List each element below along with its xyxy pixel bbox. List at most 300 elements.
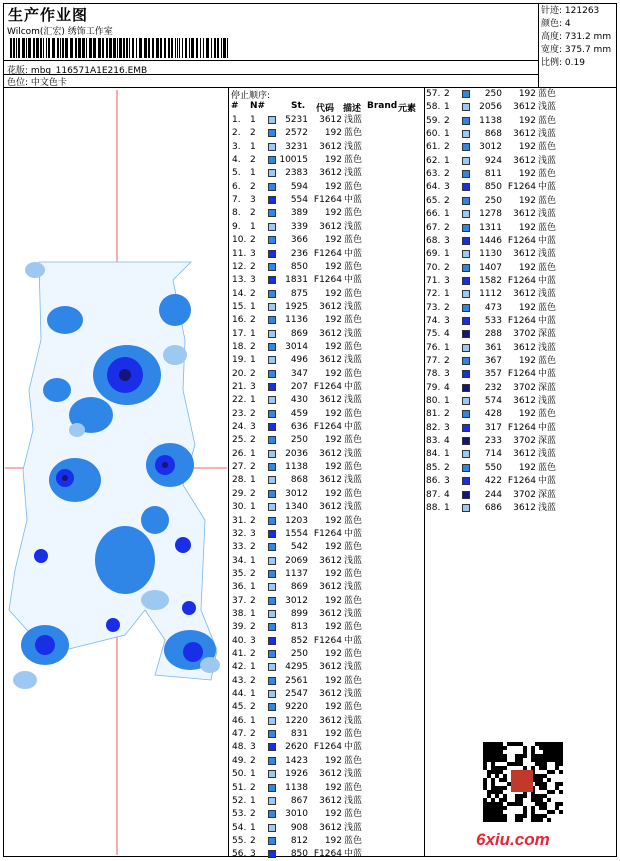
thread-swatch <box>268 330 276 338</box>
stop-code: F1264 <box>507 315 536 326</box>
qr-module <box>539 762 543 766</box>
stop-index: 29. <box>232 488 247 499</box>
stop-row <box>426 302 616 315</box>
barcode-bar <box>119 38 122 58</box>
stop-stitches: 868 <box>290 475 308 486</box>
barcode-bar <box>123 38 125 58</box>
stop-desc: 浅蓝 <box>538 249 557 260</box>
stop-stitches: 389 <box>290 208 308 219</box>
stop-needle: 1 <box>444 396 450 407</box>
barcode-bar <box>171 38 173 58</box>
stop-desc: 中蓝 <box>538 275 557 286</box>
stop-row <box>426 248 616 261</box>
stop-desc: 浅蓝 <box>344 168 363 179</box>
qr-module <box>531 794 535 798</box>
stop-row <box>426 448 616 461</box>
stop-stitches: 542 <box>290 542 308 553</box>
qr-module <box>547 810 551 814</box>
stop-row <box>232 167 422 180</box>
thread-swatch <box>268 250 276 258</box>
qr-module <box>483 754 487 758</box>
thread-swatch <box>462 504 470 512</box>
thread-swatch <box>268 370 276 378</box>
qr-module <box>535 818 539 822</box>
qr-module <box>507 742 511 746</box>
qr-module <box>559 810 563 814</box>
scale-label: 比例: <box>541 58 563 68</box>
qr-module <box>547 798 551 802</box>
stop-index: 48. <box>232 742 247 753</box>
stop-needle: 2 <box>444 302 450 313</box>
thread-swatch <box>268 597 276 605</box>
thread-swatch <box>268 463 276 471</box>
stop-needle: 2 <box>250 155 256 166</box>
stop-index: 67. <box>426 222 441 233</box>
stop-index: 5. <box>232 168 241 179</box>
stop-code: 3612 <box>513 102 536 113</box>
qr-module <box>507 782 511 786</box>
barcode-bar <box>57 38 59 58</box>
stop-row <box>426 422 616 435</box>
thread-swatch <box>462 157 470 165</box>
stop-code: 192 <box>324 208 342 219</box>
qr-module <box>543 814 547 818</box>
qr-module <box>499 802 503 806</box>
thread-swatch <box>268 703 276 711</box>
stop-index: 13. <box>232 275 247 286</box>
stop-desc: 中蓝 <box>538 182 557 193</box>
qr-module <box>483 806 487 810</box>
qr-module <box>555 758 559 762</box>
qr-module <box>491 786 495 790</box>
qr-module <box>491 754 495 758</box>
stop-stitches: 3010 <box>285 809 308 820</box>
barcode-bar <box>22 38 25 58</box>
stop-row <box>232 341 422 354</box>
stop-code: 192 <box>518 222 536 233</box>
stop-code: 192 <box>518 89 536 99</box>
barcode-bar <box>60 38 61 58</box>
stop-row <box>232 555 422 568</box>
stop-row <box>232 515 422 528</box>
qr-module <box>551 742 555 746</box>
stop-desc: 蓝色 <box>344 368 363 379</box>
stop-code: F1264 <box>507 369 536 380</box>
qr-module <box>539 798 543 802</box>
barcode-bar <box>144 38 147 58</box>
qr-module <box>523 746 527 750</box>
barcode-bar <box>89 38 92 58</box>
stop-needle: 3 <box>444 235 450 246</box>
stop-row <box>426 502 616 515</box>
colorway-line <box>7 75 67 88</box>
thread-swatch <box>268 396 276 404</box>
thread-swatch <box>268 490 276 498</box>
stop-needle: 2 <box>250 568 256 579</box>
stop-code: 192 <box>324 702 342 713</box>
thread-swatch <box>462 290 470 298</box>
stop-row <box>426 342 616 355</box>
stop-row <box>232 234 422 247</box>
stop-code: 3612 <box>319 795 342 806</box>
width-label: 宽度: <box>541 45 563 55</box>
stop-desc: 浅蓝 <box>344 822 363 833</box>
qr-module <box>487 814 491 818</box>
qr-module <box>539 746 543 750</box>
stop-needle: 2 <box>250 729 256 740</box>
stop-needle: 1 <box>250 822 256 833</box>
stop-code: 3612 <box>319 555 342 566</box>
stop-row <box>426 489 616 502</box>
barcode-bar <box>18 38 20 58</box>
stop-index: 79. <box>426 382 441 393</box>
thread-swatch <box>462 130 470 138</box>
stop-code: 192 <box>324 782 342 793</box>
stop-needle: 1 <box>444 449 450 460</box>
qr-module <box>519 798 523 802</box>
stop-stitches: 2069 <box>285 555 308 566</box>
stop-stitches: 867 <box>290 795 308 806</box>
qr-module <box>555 766 559 770</box>
qr-module <box>503 774 507 778</box>
thread-swatch <box>268 116 276 124</box>
qr-module <box>531 750 535 754</box>
stop-index: 6. <box>232 181 241 192</box>
stop-stitches: 207 <box>290 382 308 392</box>
stop-index: 44. <box>232 689 247 700</box>
barcode-bar <box>117 38 118 58</box>
qr-module <box>491 790 495 794</box>
stop-desc: 蓝色 <box>344 755 363 766</box>
table-divider <box>424 87 425 857</box>
colors-value: 4 <box>564 19 571 29</box>
height-label: 高度: <box>541 32 563 42</box>
qr-module <box>487 746 491 750</box>
stop-row <box>232 474 422 487</box>
stop-needle: 4 <box>444 489 450 500</box>
stop-desc: 浅蓝 <box>344 689 363 700</box>
barcode-bar <box>223 38 226 58</box>
stop-needle: 1 <box>250 448 256 459</box>
stop-index: 8. <box>232 208 241 219</box>
barcode-bar <box>109 38 112 58</box>
stop-desc: 中蓝 <box>344 849 363 860</box>
stop-desc: 蓝色 <box>344 128 363 139</box>
stop-code: 192 <box>324 595 342 606</box>
stop-index: 36. <box>232 582 247 593</box>
barcode-bar <box>206 38 209 58</box>
stop-needle: 3 <box>444 476 450 487</box>
qr-module <box>543 742 547 746</box>
stitches-value: 121263 <box>564 6 600 16</box>
stop-code: 192 <box>324 368 342 379</box>
stop-index: 56. <box>232 849 247 860</box>
stop-index: 51. <box>232 782 247 793</box>
stop-row <box>232 421 422 434</box>
qr-module <box>495 770 499 774</box>
stop-desc: 蓝色 <box>344 488 363 499</box>
qr-module <box>483 750 487 754</box>
stop-index: 15. <box>232 301 247 312</box>
qr-module <box>531 798 535 802</box>
stop-code: F1264 <box>313 422 342 433</box>
thread-swatch <box>268 129 276 137</box>
stop-code: 3612 <box>319 502 342 513</box>
stop-stitches: 831 <box>290 729 308 740</box>
stop-code: 3612 <box>319 301 342 312</box>
qr-module <box>539 742 543 746</box>
stop-code: 3612 <box>319 689 342 700</box>
thread-swatch <box>268 663 276 671</box>
colorway-label: 色位: <box>7 78 29 88</box>
stop-needle: 2 <box>250 515 256 526</box>
barcode-bar <box>217 38 219 58</box>
stop-row <box>426 435 616 448</box>
stop-needle: 2 <box>250 341 256 352</box>
qr-module <box>515 754 519 758</box>
qr-module <box>483 762 487 766</box>
stop-code: F1264 <box>313 635 342 646</box>
stop-desc: 中蓝 <box>538 476 557 487</box>
qr-module <box>539 754 543 758</box>
thread-swatch <box>462 357 470 365</box>
qr-module <box>495 754 499 758</box>
thread-swatch <box>462 370 470 378</box>
thread-swatch <box>462 197 470 205</box>
stop-index: 66. <box>426 209 441 220</box>
qr-module <box>495 806 499 810</box>
stop-desc: 浅蓝 <box>344 355 363 366</box>
qr-module <box>483 786 487 790</box>
stop-needle: 3 <box>250 248 256 259</box>
stop-desc: 中蓝 <box>344 422 363 433</box>
stop-desc: 浅蓝 <box>538 129 557 140</box>
stop-row <box>426 195 616 208</box>
thread-swatch <box>268 436 276 444</box>
barcode-bar <box>148 38 150 58</box>
stop-code: 192 <box>518 169 536 180</box>
qr-module <box>487 810 491 814</box>
stop-stitches: 459 <box>290 408 308 419</box>
stop-row <box>232 328 422 341</box>
stop-index: 50. <box>232 769 247 780</box>
stop-desc: 蓝色 <box>538 169 557 180</box>
thread-swatch <box>268 263 276 271</box>
barcode-bar <box>33 38 35 58</box>
stop-row <box>426 222 616 235</box>
stop-code: 192 <box>324 128 342 139</box>
stop-row <box>232 528 422 541</box>
stop-needle: 3 <box>250 528 256 539</box>
qr-module <box>519 818 523 822</box>
stop-desc: 浅蓝 <box>344 502 363 513</box>
thread-swatch <box>268 223 276 231</box>
stop-code: 3612 <box>319 582 342 593</box>
stop-code: 192 <box>324 488 342 499</box>
stop-index: 39. <box>232 622 247 633</box>
stop-row <box>232 768 422 781</box>
qr-module <box>543 782 547 786</box>
thread-swatch <box>268 623 276 631</box>
qr-module <box>539 766 543 770</box>
barcode-bar <box>227 38 228 58</box>
qr-module <box>487 790 491 794</box>
qr-module <box>531 746 535 750</box>
stop-code: 192 <box>324 515 342 526</box>
barcode-bar <box>102 38 104 58</box>
stop-index: 70. <box>426 262 441 273</box>
stop-desc: 浅蓝 <box>344 582 363 593</box>
col-brand: Brand <box>367 101 398 111</box>
stop-code: 192 <box>324 315 342 326</box>
stop-row <box>426 168 616 181</box>
stop-desc: 浅蓝 <box>538 289 557 300</box>
stop-index: 42. <box>232 662 247 673</box>
stop-row <box>232 207 422 220</box>
thread-swatch <box>268 637 276 645</box>
stop-desc: 浅蓝 <box>344 662 363 673</box>
stop-desc: 中蓝 <box>538 369 557 380</box>
stop-desc: 蓝色 <box>538 356 557 366</box>
stop-stitches: 1554 <box>285 528 308 539</box>
stop-needle: 1 <box>250 608 256 619</box>
stop-stitches: 232 <box>484 382 502 393</box>
stop-desc: 蓝色 <box>344 155 363 166</box>
thread-swatch <box>268 383 276 391</box>
qr-module <box>559 770 563 774</box>
stop-row <box>232 461 422 474</box>
stop-needle: 3 <box>444 182 450 193</box>
thread-swatch <box>268 784 276 792</box>
stop-desc: 浅蓝 <box>538 209 557 220</box>
stop-desc: 浅蓝 <box>344 555 363 566</box>
qr-module <box>535 802 539 806</box>
stop-needle: 1 <box>444 155 450 166</box>
col-code: 代码 <box>316 104 335 114</box>
stop-needle: 2 <box>250 208 256 219</box>
qr-module <box>491 750 495 754</box>
barcode-bar <box>13 38 15 58</box>
stop-code: 3702 <box>513 436 536 447</box>
stop-desc: 浅蓝 <box>344 221 363 232</box>
qr-module <box>491 770 495 774</box>
stop-stitches: 347 <box>290 368 308 379</box>
barcode-bar <box>43 38 44 58</box>
qr-module <box>535 754 539 758</box>
stop-desc: 浅蓝 <box>344 448 363 459</box>
stop-index: 9. <box>232 221 241 232</box>
stop-row <box>232 288 422 301</box>
stop-row <box>426 141 616 154</box>
stop-index: 1. <box>232 115 241 125</box>
stop-needle: 2 <box>250 128 256 139</box>
barcode-bar <box>156 38 159 58</box>
stop-row <box>232 675 422 688</box>
stop-desc: 浅蓝 <box>344 395 363 406</box>
stop-needle: 1 <box>444 289 450 300</box>
qr-module <box>531 806 535 810</box>
stop-needle: 2 <box>250 622 256 633</box>
stop-code: 192 <box>518 409 536 420</box>
stop-desc: 蓝色 <box>344 702 363 713</box>
stop-row <box>426 475 616 488</box>
barcode-bar <box>10 38 12 58</box>
stop-needle: 2 <box>444 462 450 473</box>
stop-row <box>232 568 422 581</box>
stop-code: F1264 <box>507 235 536 246</box>
stop-row <box>232 301 422 314</box>
stop-index: 3. <box>232 141 241 152</box>
stop-stitches: 1582 <box>479 275 502 286</box>
stop-code: 3612 <box>319 475 342 486</box>
col-desc: 描述 <box>343 104 362 114</box>
thread-swatch <box>268 837 276 845</box>
qr-module <box>491 742 495 746</box>
qr-module <box>547 770 551 774</box>
stop-stitches: 1446 <box>479 235 502 246</box>
qr-module <box>483 802 487 806</box>
qr-module <box>491 810 495 814</box>
stop-stitches: 1138 <box>285 462 308 473</box>
stop-desc: 中蓝 <box>344 635 363 646</box>
qr-module <box>523 814 527 818</box>
stop-row <box>426 235 616 248</box>
qr-module <box>499 766 503 770</box>
qr-module <box>535 774 539 778</box>
stop-needle: 1 <box>444 502 450 513</box>
stop-stitches: 1340 <box>285 502 308 513</box>
stop-needle: 2 <box>250 835 256 846</box>
qr-module <box>483 758 487 762</box>
thread-swatch <box>462 250 470 258</box>
stop-code: 192 <box>324 809 342 820</box>
stop-row <box>232 114 422 127</box>
stop-code: 192 <box>324 675 342 686</box>
qr-module <box>543 746 547 750</box>
thread-swatch <box>268 209 276 217</box>
qr-module <box>483 766 487 770</box>
stop-code: 192 <box>518 115 536 126</box>
qr-module <box>515 814 519 818</box>
stop-needle: 2 <box>444 195 450 206</box>
stop-code: 192 <box>324 408 342 419</box>
stop-needle: 2 <box>250 435 256 446</box>
stop-code: 3612 <box>319 662 342 673</box>
stop-code: 192 <box>518 356 536 366</box>
qr-module <box>507 802 511 806</box>
stop-row <box>426 355 616 368</box>
stop-index: 52. <box>232 795 247 806</box>
qr-module <box>491 778 495 782</box>
stop-stitches: 1925 <box>285 301 308 312</box>
stop-stitches: 10015 <box>279 155 308 166</box>
thread-swatch <box>268 356 276 364</box>
stop-desc: 浅蓝 <box>344 475 363 486</box>
thread-swatch <box>268 303 276 311</box>
stop-stitches: 811 <box>484 169 502 180</box>
qr-module <box>539 794 543 798</box>
stop-index: 10. <box>232 235 247 246</box>
stop-row <box>232 648 422 661</box>
thread-swatch <box>268 757 276 765</box>
colorway-value: 中文色卡 <box>30 78 67 88</box>
qr-module <box>503 798 507 802</box>
stop-row <box>232 127 422 140</box>
thread-swatch <box>268 850 276 858</box>
stop-code: F1264 <box>313 275 342 286</box>
stop-row <box>232 408 422 421</box>
qr-module <box>547 746 551 750</box>
